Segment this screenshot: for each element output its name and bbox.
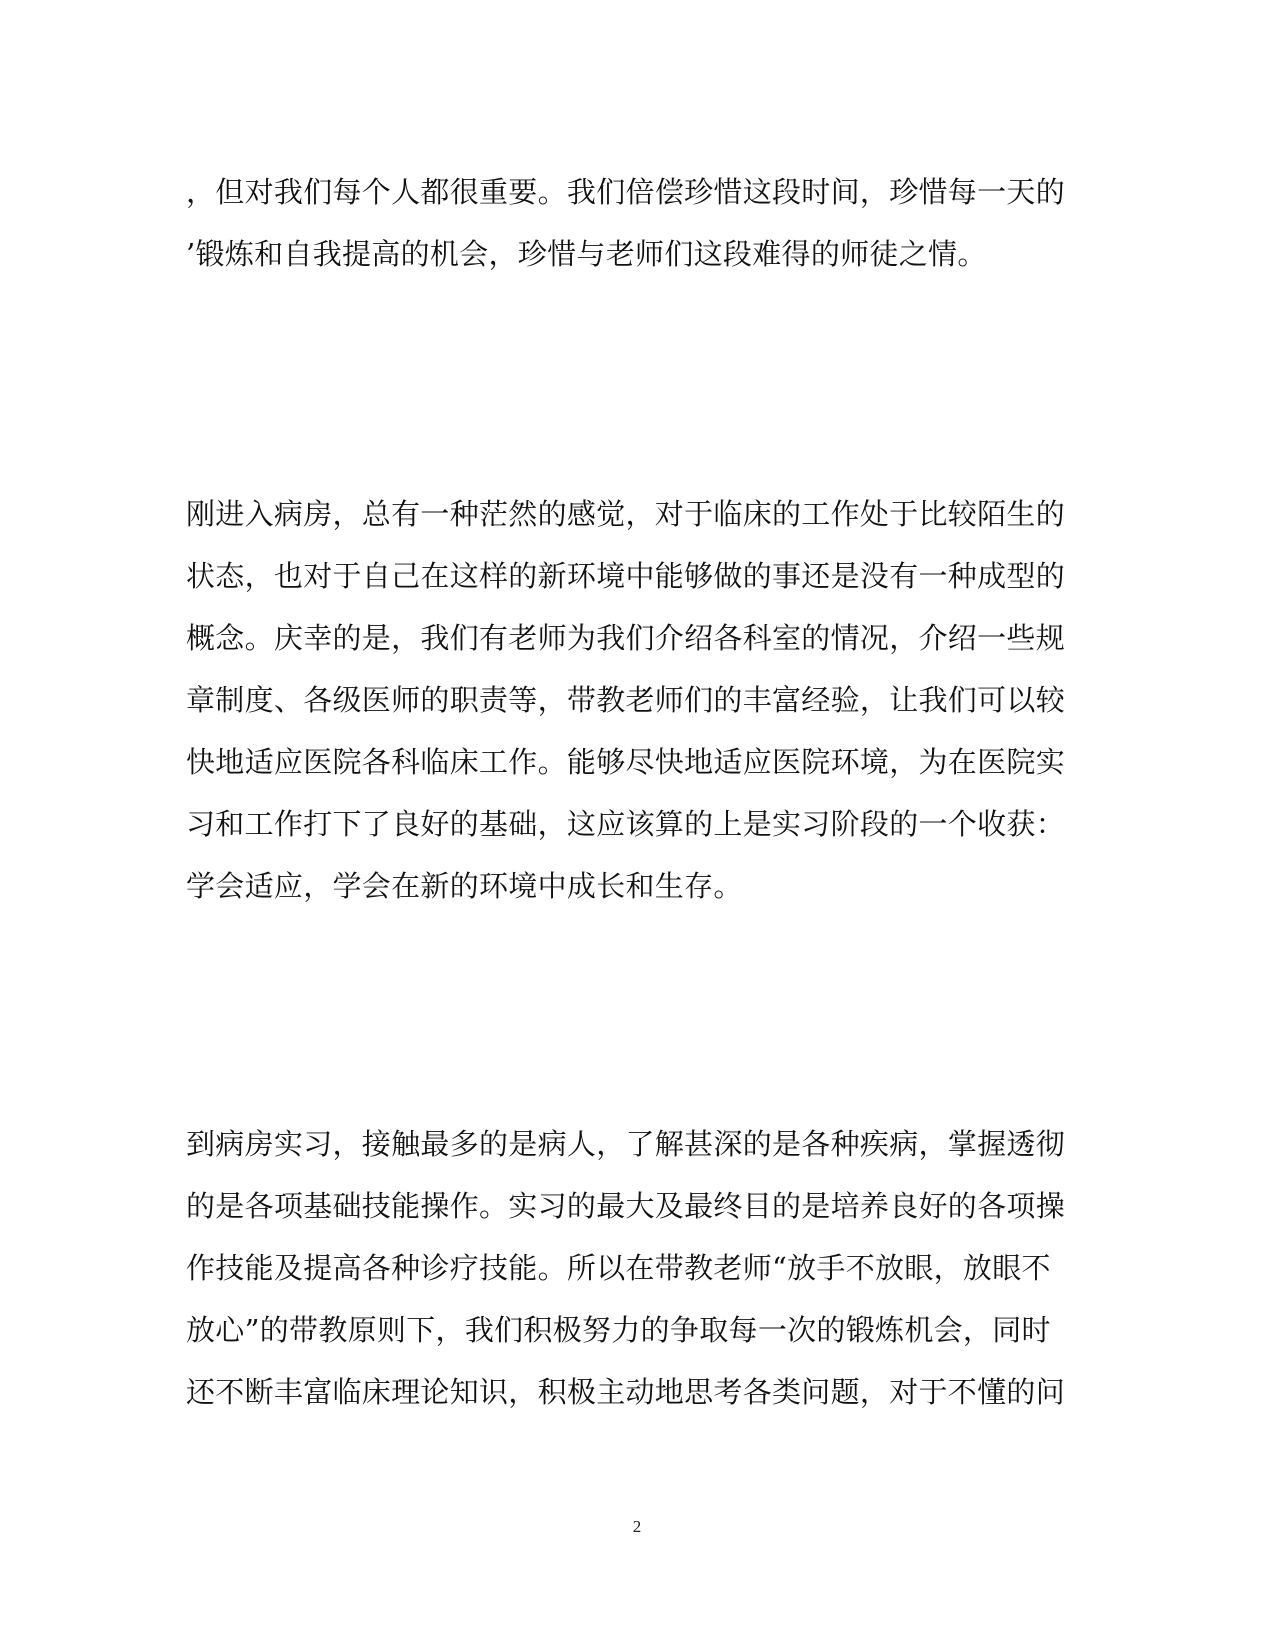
- text-line: 刚进入病房，总有一种茫然的感觉，对于临床的工作处于比较陌生的: [186, 497, 1066, 531]
- text-line: 章制度、各级医师的职责等，带教老师们的丰富经验，让我们可以较: [186, 683, 1066, 717]
- text-line: 学会适应，学会在新的环境中成长和生存。: [186, 869, 743, 903]
- paragraph: [186, 1113, 1066, 1423]
- text-line: ’锻炼和自我提高的机会，珍惜与老师们这段难得的师徒之情。: [186, 237, 987, 271]
- text-line: 作技能及提高各种诊疗技能。所以在带教老师“放手不放眼，放眼不: [186, 1251, 1051, 1285]
- paragraph: [186, 161, 1066, 285]
- text-line: 到病房实习，接触最多的是病人，了解甚深的是各种疾病，掌握透彻: [186, 1127, 1066, 1161]
- text-line: 还不断丰富临床理论知识，积极主动地思考各类问题，对于不懂的问: [186, 1375, 1066, 1409]
- text-line: 概念。庆幸的是，我们有老师为我们介绍各科室的情况，介绍一些规: [186, 621, 1066, 655]
- text-line: ，但对我们每个人都很重要。我们倍偿珍惜这段时间，珍惜每一天的: [186, 175, 1066, 209]
- text-line: 的是各项基础技能操作。实习的最大及最终目的是培养良好的各项操: [186, 1189, 1066, 1223]
- text-line: 快地适应医院各科临床工作。能够尽快地适应医院环境，为在医院实: [186, 745, 1066, 779]
- text-line: 习和工作打下了良好的基础，这应该算的上是实习阶段的一个收获：: [186, 807, 1066, 841]
- text-line: 状态，也对于自己在这样的新环境中能够做的事还是没有一种成型的: [186, 559, 1066, 593]
- page-number: 2: [632, 1517, 642, 1536]
- paragraph: [186, 483, 1066, 917]
- text-line: 放心”的带教原则下，我们积极努力的争取每一次的锻炼机会，同时: [186, 1313, 1051, 1347]
